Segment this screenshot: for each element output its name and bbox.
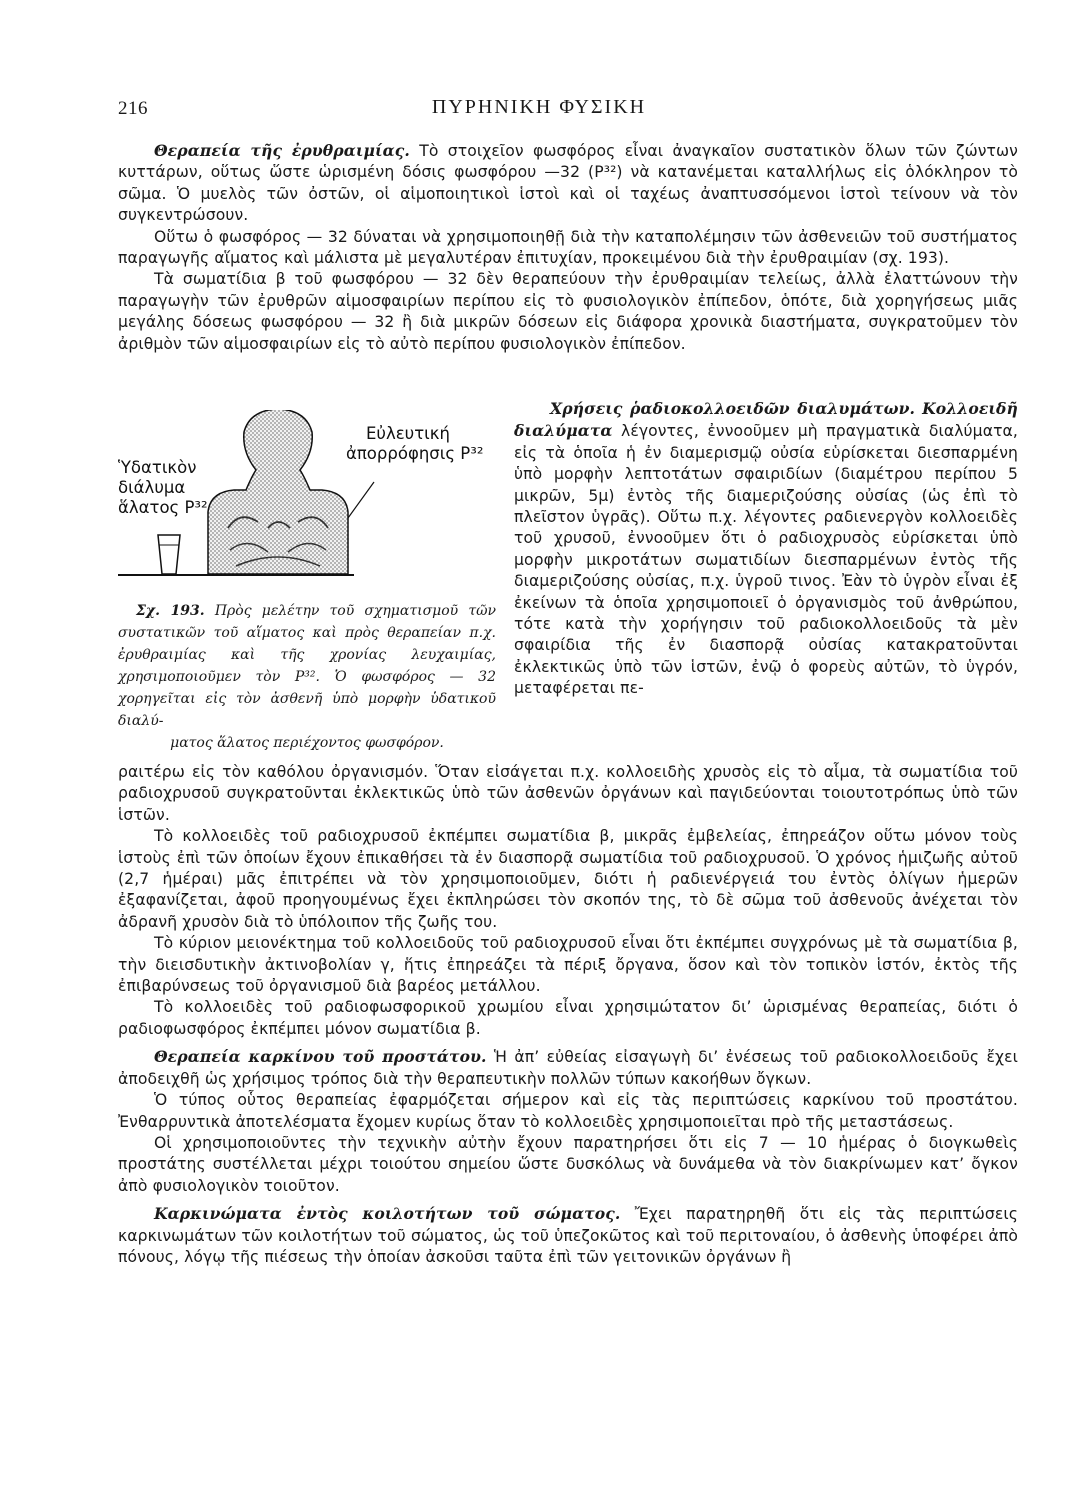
- text-block-right: [514, 398, 1018, 700]
- text-block-top: [118, 140, 1018, 355]
- paragraph: Τὸ κολλοειδὲς τοῦ ραδιοχρυσοῦ ἐκπέμπει σωματίδια β, μικρᾶς ἐμβελείας, ἐπηρεάζον οὕτω μόνον τοὺς ἱστοὺς ἐπὶ τῶν ὁποίων ἔχουν ἐπικαθήσει τὰ ἐν διασπορᾷ σωματίδια τοῦ ραδιοχρυσοῦ. Ὁ χρόνος ἡμιζωῆς αὐτοῦ (2,7 ἡμέραι) μᾶς ἐπιτρέπει νὰ τὸν χρησιμοποιοῦμεν, διότι ἡ ραδιενέργειά του ἐντὸς ὀλίγων ἡμερῶν ἐξαφανίζεται, ἀφοῦ προηγουμένως ἔχει ἐκπληρώσει τὸν σκοπόν της, τὸ δὲ σῶμα τοῦ ἀσθενοῦς ἀνέχεται τὸν ἀδρανῆ χρυσὸν διὰ τὸ ὑπόλοιπον τῆς ζωῆς του.: [118, 827, 1018, 931]
- section-heading: Θεραπεία τῆς ἐρυθραιμίας.: [154, 141, 410, 160]
- patient-bust-icon: [208, 410, 348, 574]
- label-pointer-line: [348, 482, 374, 518]
- paragraph-text: Ἡ ἀπ’ εὐθείας εἰσαγωγὴ δι’ ἐνέσεως τοῦ ραδιοκολλοειδοῦς ἔχει ἀποδειχθῆ ὡς χρήσιμος τρόπος διὰ τὴν θεραπευτικὴν πολλῶν τύπων κακοήθων ὄγκων.: [118, 1048, 1018, 1088]
- paragraph-text: λέγοντες, ἐννοοῦμεν μὴ πραγματικὰ διαλύματα, εἰς τὰ ὁποῖα ἡ ἐν διαμερισμῷ οὐσία εὑρίσκεται διεσπαρμένη ὑπὸ μορφὴν λεπτοτάτων σφαιριδίων (διαμέτρου περίπου 5 μικρῶν, 5μ) ἐντὸς τῆς διαμεριζούσης οὐσίας (ὡς ἐπὶ τὸ πλεῖστον ὑγρᾶς). Οὕτω π.χ. λέγοντες ραδιενεργὸν κολλοειδὲς τοῦ χρυσοῦ, ἐννοοῦμεν ὅτι ὁ ραδιοχρυσὸς εὑρίσκεται ὑπὸ μορφὴν μικροτάτων σωματιδίων διεσπαρμένων ἐντὸς τῆς διαμεριζούσης οὐσίας, π.χ. ὑγροῦ τινος. Ἐὰν τὸ ὑγρὸν εἶναι ἐξ ἐκείνων τὰ ὁποῖα χρησιμοποιεῖ ὁ ὀργανισμὸς τοῦ ἀνθρώπου, τότε κατὰ τὴν χορήγησιν τοῦ ραδιοκολλοειδοῦς τὰ μὲν σφαιρίδια τῆς ἐν διασπορᾷ οὐσίας κατακρατοῦνται ἐκλεκτικῶς ὑπὸ τῶν ἱστῶν, ἐνῷ ὁ φορεὺς αὐτῶν, τὸ ὑγρόν, μεταφέρεται πε-: [514, 422, 1018, 698]
- paragraph: [514, 398, 1018, 700]
- paragraph: Ὁ τύπος οὗτος θεραπείας ἐφαρμόζεται σήμερον καὶ εἰς τὰς περιπτώσεις καρκίνου τοῦ προστάτου. Ἐνθαρρυντικὰ ἀποτελέσματα ἔχομεν κυρίως ὅταν τὸ κολλοειδὲς χρησιμοποιεῖται πρὸ τῆς μεταστάσεως.: [118, 1091, 1018, 1131]
- figure-193: [118, 410, 514, 596]
- paragraph: Τὸ κολλοειδὲς τοῦ ραδιοφωσφορικοῦ χρωμίου εἶναι χρησιμώτατον δι’ ὡρισμένας θεραπείας, διότι ὁ ραδιοφωσφόρος ἐκπέμπει μόνον σωματίδια β.: [118, 998, 1018, 1038]
- figure-label-right-line: Εὐλευτική: [366, 424, 450, 443]
- paragraph: Οὕτω ὁ φωσφόρος — 32 δύναται νὰ χρησιμοποιηθῇ διὰ τὴν καταπολέμησιν τῶν ἀσθενειῶν τοῦ συστήματος παραγωγῆς αἵματος καὶ μάλιστα μὲ μεγαλυτέραν ἐπιτυχίαν, προκειμένου διὰ τὴν ἐρυθραιμίαν (σχ. 193).: [118, 227, 1018, 268]
- figure-label-left-line: Ὑδατικὸν: [118, 458, 197, 477]
- figure-label-left-line: ἅλατος P³²: [118, 498, 208, 517]
- caption-body: [118, 600, 496, 732]
- paragraph: Τὰ σωματίδια β τοῦ φωσφόρου — 32 δὲν θεραπεύουν τὴν ἐρυθραιμίαν τελείως, ἀλλὰ ἐλαττώνουν τὴν παραγωγὴν τῶν ἐρυθρῶν αἱμοσφαιρίων περίπου εἰς τὸ φυσιολογικὸν ἐπίπεδον, ὁπότε, διὰ χορηγήσεως μιᾶς μεγάλης δόσεως φωσφόρου — 32 ἢ διὰ μικρῶν δόσεων εἰς διάφορα χρονικὰ διαστήματα, συγκρατοῦμεν τὸν ἀριθμὸν τῶν αἱμοσφαιρίων εἰς τὸ αὐτὸ περίπου φυσιολογικὸν ἐπίπεδον.: [118, 270, 1018, 353]
- paragraph: Τὸ κύριον μειονέκτημα τοῦ κολλοειδοῦς τοῦ ραδιοχρυσοῦ εἶναι ὅτι ἐκπέμπει συγχρόνως μὲ τὰ σωματίδια β, τὴν διεισδυτικὴν ἀκτινοβολίαν γ, ἥτις ἐπηρεάζει τὰ πέριξ ὄργανα, ὅσον καὶ τὸν τοπικὸν ἱστόν, ἐκτὸς τῆς ἐπιβαρύνσεως τοῦ ὀργανισμοῦ διὰ βαρέος μετάλλου.: [118, 934, 1018, 996]
- figure-label-left-line: διάλυμα: [118, 478, 186, 497]
- glass-icon: [158, 535, 180, 574]
- paragraph-continuation: ραιτέρω εἰς τὸν καθόλου ὀργανισμόν. Ὅταν εἰσάγεται π.χ. κολλοειδὴς χρυσὸς εἰς τὸ αἷμα, τὰ σωματίδια τοῦ ραδιοχρυσοῦ συγκρατοῦνται ἐκλεκτικῶς ὑπὸ τῶν ἀσθενῶν ὀργάνων καὶ παγιδεύονται τοιουτοτρόπως ὑπὸ τῶν ἱστῶν.: [118, 763, 1018, 824]
- text-block-bottom: [118, 762, 1018, 1268]
- paragraph: [118, 1203, 1018, 1268]
- paragraph: [118, 140, 1018, 227]
- caption-label: Σχ. 193.: [136, 603, 205, 619]
- page-number: 216: [118, 98, 148, 119]
- section-heading: Χρήσεις ῥαδιοκολλοειδῶν διαλυμάτων.: [550, 399, 916, 418]
- paragraph-text: Τὸ στοιχεῖον φωσφόρος εἶναι ἀναγκαῖον συστατικὸν ὅλων τῶν ζώντων κυττάρων, οὕτως ὥστε ὡρισμένη δόσις φωσφόρου —32 (P³²) νὰ κατανέμεται καταλλήλως εἰς ὁλόκληρον τὸ σῶμα. Ὁ μυελὸς τῶν ὀστῶν, οἱ αἱμοποιητικοὶ ἱστοὶ καὶ οἱ ταχέως ἀναπτυσσόμενοι ἱστοὶ τείνουν νὰ τὸν συγκεντρώσουν.: [118, 142, 1018, 225]
- term-bold: Κολλοειδῆ διαλύματα: [514, 399, 1018, 441]
- running-title: ΠΥΡΗΝΙΚΗ ΦΥΣΙΚΗ: [431, 96, 647, 118]
- section-heading: Καρκινώματα ἐντὸς κοιλοτήτων τοῦ σώματος.: [154, 1204, 621, 1224]
- paragraph-text: Ἔχει παρατηρηθῆ ὅτι εἰς τὰς περιπτώσεις καρκινωμάτων τῶν κοιλοτήτων τοῦ σώματος, ὡς τοῦ ὑπεζοκῶτος καὶ τοῦ περιτοναίου, ὁ ἀσθενὴς ὑποφέρει ἀπὸ πόνους, λόγῳ τῆς πιέσεως τὴν ὁποίαν ἀσκοῦσι ταῦτα ἐπὶ τῶν γειτονικῶν ὀργάνων ἢ: [118, 1205, 1018, 1266]
- section-heading: Θεραπεία καρκίνου τοῦ προστάτου.: [154, 1047, 487, 1067]
- figure-label-left: [118, 458, 208, 518]
- caption-text: Πρὸς μελέτην τοῦ σχηματισμοῦ τῶν συστατικῶν τοῦ αἵματος καὶ πρὸς θεραπείαν π.χ. ἐρυθραιμίας καὶ τῆς χρονίας λευχαιμίας, χρησιμοποιοῦμεν τὸν P³². Ὁ φωσφόρος — 32 χορηγεῖται εἰς τὸν ἀσθενῆ ὑπὸ μορφὴν ὑδατικοῦ διαλύ-: [118, 603, 497, 729]
- paragraph: [118, 1046, 1018, 1090]
- figure-caption: [118, 600, 496, 754]
- caption-last-line: ματος ἅλατος περιέχοντος φωσφόρον.: [170, 735, 444, 751]
- figure-label-right: [346, 424, 483, 464]
- paragraph: Οἱ χρησιμοποιοῦντες τὴν τεχνικὴν αὐτὴν ἔχουν παρατηρήσει ὅτι εἰς 7 — 10 ἡμέρας ὁ διογκωθεὶς προστάτης συστέλλεται μέχρι τοιούτου σημείου ὥστε δυσκόλως νὰ δυνάμεθα νὰ τὸν διακρίνωμεν κατ’ ὄγκον ἀπὸ φυσιολογικὸν τοιοῦτον.: [118, 1133, 1018, 1195]
- figure-label-right-line: ἀπορρόφησις P³²: [346, 444, 484, 463]
